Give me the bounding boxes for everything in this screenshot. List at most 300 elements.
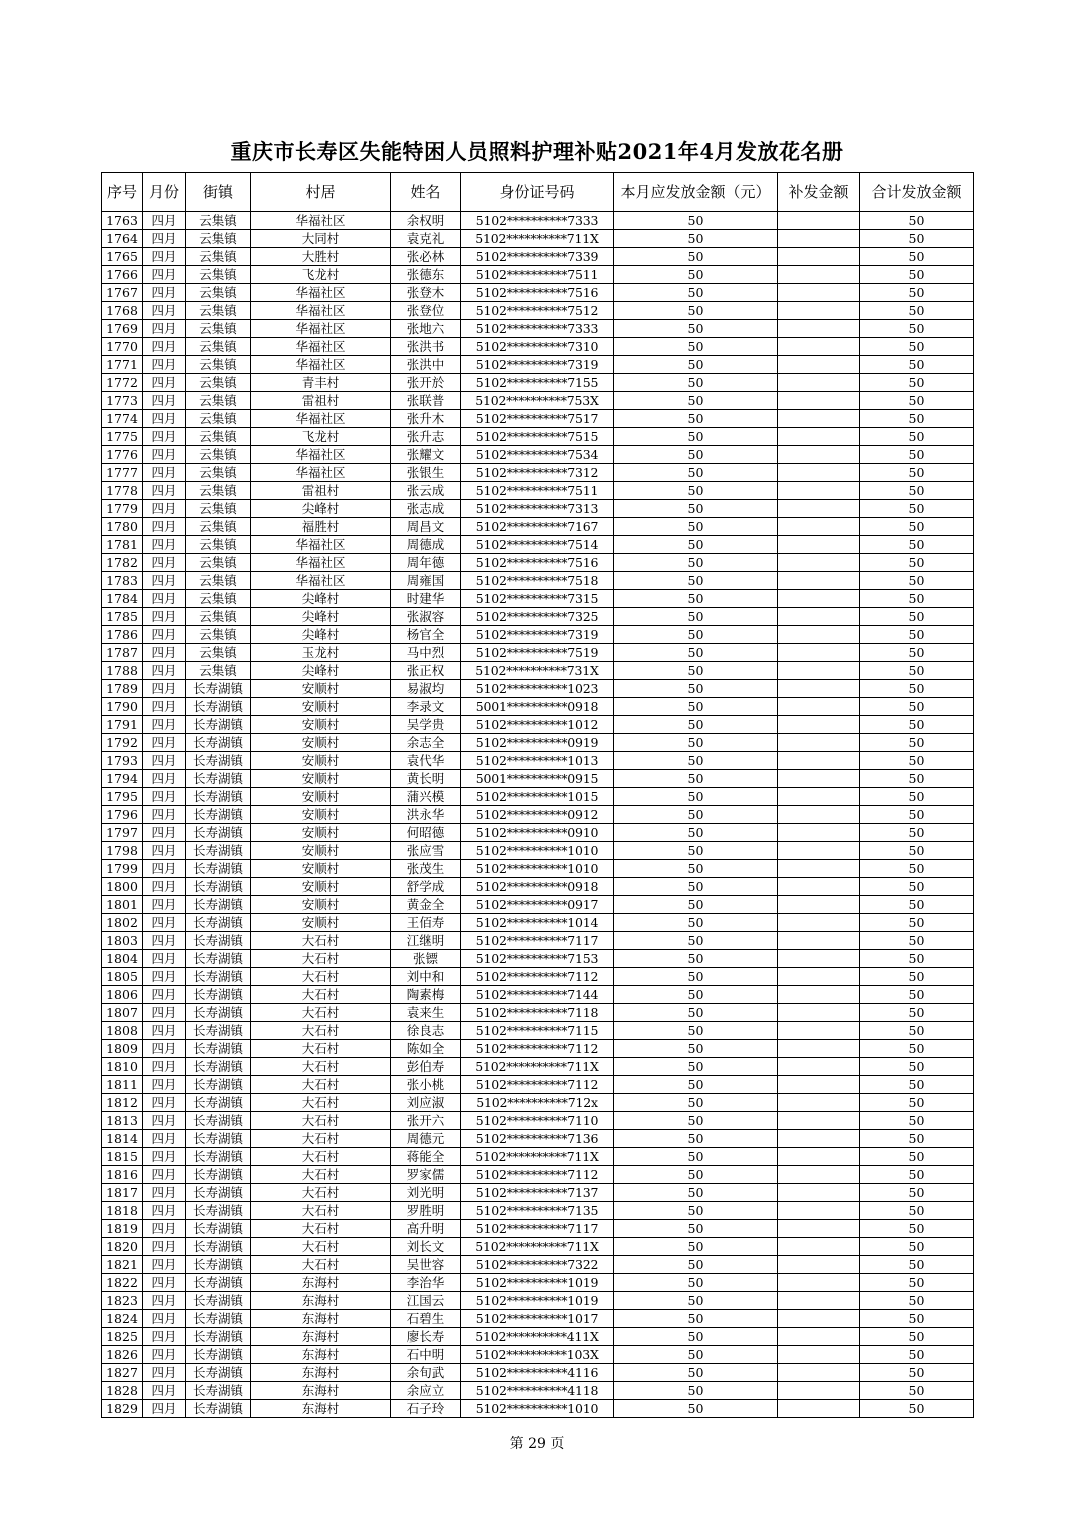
town-cell: 长寿湖镇 bbox=[186, 1292, 251, 1310]
village-cell: 东海村 bbox=[251, 1346, 391, 1364]
serial-number-cell: 1803 bbox=[102, 932, 143, 950]
table-row bbox=[102, 734, 974, 752]
total-amount-cell: 50 bbox=[860, 608, 974, 626]
town-cell: 云集镇 bbox=[186, 626, 251, 644]
name-cell: 罗胜明 bbox=[391, 1202, 461, 1220]
name-cell: 徐良志 bbox=[391, 1022, 461, 1040]
name-cell: 张联普 bbox=[391, 392, 461, 410]
town-cell: 长寿湖镇 bbox=[186, 1076, 251, 1094]
column-header: 补发金额 bbox=[778, 173, 860, 212]
table-row bbox=[102, 806, 974, 824]
id-number-cell: 5102**********7339 bbox=[461, 248, 614, 266]
total-amount-cell: 50 bbox=[860, 1094, 974, 1112]
total-amount-cell: 50 bbox=[860, 356, 974, 374]
serial-number-cell: 1778 bbox=[102, 482, 143, 500]
table-row bbox=[102, 914, 974, 932]
name-cell: 余权明 bbox=[391, 212, 461, 230]
monthly-amount-cell: 50 bbox=[614, 986, 778, 1004]
village-cell: 华福社区 bbox=[251, 536, 391, 554]
supplement-amount-cell bbox=[778, 464, 860, 482]
name-cell: 石中明 bbox=[391, 1346, 461, 1364]
monthly-amount-cell: 50 bbox=[614, 1346, 778, 1364]
column-header: 街镇 bbox=[186, 173, 251, 212]
serial-number-cell: 1790 bbox=[102, 698, 143, 716]
total-amount-cell: 50 bbox=[860, 806, 974, 824]
id-number-cell: 5102**********7315 bbox=[461, 590, 614, 608]
month-cell: 四月 bbox=[143, 212, 186, 230]
total-amount-cell: 50 bbox=[860, 500, 974, 518]
monthly-amount-cell: 50 bbox=[614, 842, 778, 860]
serial-number-cell: 1812 bbox=[102, 1094, 143, 1112]
id-number-cell: 5102**********7112 bbox=[461, 1166, 614, 1184]
table-row bbox=[102, 1328, 974, 1346]
town-cell: 云集镇 bbox=[186, 500, 251, 518]
town-cell: 长寿湖镇 bbox=[186, 932, 251, 950]
table-row bbox=[102, 464, 974, 482]
id-number-cell: 5102**********7112 bbox=[461, 968, 614, 986]
month-cell: 四月 bbox=[143, 608, 186, 626]
village-cell: 安顺村 bbox=[251, 914, 391, 932]
table-row bbox=[102, 752, 974, 770]
id-number-cell: 5102**********7312 bbox=[461, 464, 614, 482]
supplement-amount-cell bbox=[778, 608, 860, 626]
serial-number-cell: 1792 bbox=[102, 734, 143, 752]
town-cell: 长寿湖镇 bbox=[186, 698, 251, 716]
month-cell: 四月 bbox=[143, 410, 186, 428]
serial-number-cell: 1814 bbox=[102, 1130, 143, 1148]
supplement-amount-cell bbox=[778, 932, 860, 950]
town-cell: 云集镇 bbox=[186, 230, 251, 248]
total-amount-cell: 50 bbox=[860, 752, 974, 770]
table-row bbox=[102, 572, 974, 590]
village-cell: 安顺村 bbox=[251, 716, 391, 734]
month-cell: 四月 bbox=[143, 1328, 186, 1346]
town-cell: 云集镇 bbox=[186, 284, 251, 302]
total-amount-cell: 50 bbox=[860, 1382, 974, 1400]
town-cell: 长寿湖镇 bbox=[186, 788, 251, 806]
total-amount-cell: 50 bbox=[860, 680, 974, 698]
town-cell: 云集镇 bbox=[186, 644, 251, 662]
id-number-cell: 5102**********7135 bbox=[461, 1202, 614, 1220]
month-cell: 四月 bbox=[143, 752, 186, 770]
village-cell: 大石村 bbox=[251, 1040, 391, 1058]
total-amount-cell: 50 bbox=[860, 1238, 974, 1256]
monthly-amount-cell: 50 bbox=[614, 1274, 778, 1292]
serial-number-cell: 1804 bbox=[102, 950, 143, 968]
id-number-cell: 5102**********103X bbox=[461, 1346, 614, 1364]
name-cell: 吴学贵 bbox=[391, 716, 461, 734]
monthly-amount-cell: 50 bbox=[614, 1166, 778, 1184]
table-row bbox=[102, 482, 974, 500]
name-cell: 张茂生 bbox=[391, 860, 461, 878]
supplement-amount-cell bbox=[778, 1130, 860, 1148]
supplement-amount-cell bbox=[778, 1022, 860, 1040]
village-cell: 尖峰村 bbox=[251, 590, 391, 608]
total-amount-cell: 50 bbox=[860, 590, 974, 608]
total-amount-cell: 50 bbox=[860, 932, 974, 950]
serial-number-cell: 1770 bbox=[102, 338, 143, 356]
id-number-cell: 5102**********7512 bbox=[461, 302, 614, 320]
serial-number-cell: 1794 bbox=[102, 770, 143, 788]
monthly-amount-cell: 50 bbox=[614, 662, 778, 680]
month-cell: 四月 bbox=[143, 950, 186, 968]
serial-number-cell: 1769 bbox=[102, 320, 143, 338]
month-cell: 四月 bbox=[143, 464, 186, 482]
total-amount-cell: 50 bbox=[860, 1004, 974, 1022]
town-cell: 长寿湖镇 bbox=[186, 1094, 251, 1112]
monthly-amount-cell: 50 bbox=[614, 338, 778, 356]
total-amount-cell: 50 bbox=[860, 1328, 974, 1346]
table-row bbox=[102, 878, 974, 896]
serial-number-cell: 1798 bbox=[102, 842, 143, 860]
id-number-cell: 5102**********7167 bbox=[461, 518, 614, 536]
name-cell: 张淑容 bbox=[391, 608, 461, 626]
town-cell: 云集镇 bbox=[186, 608, 251, 626]
month-cell: 四月 bbox=[143, 572, 186, 590]
town-cell: 长寿湖镇 bbox=[186, 680, 251, 698]
town-cell: 长寿湖镇 bbox=[186, 914, 251, 932]
id-number-cell: 5102**********7112 bbox=[461, 1076, 614, 1094]
total-amount-cell: 50 bbox=[860, 662, 974, 680]
table-row bbox=[102, 662, 974, 680]
monthly-amount-cell: 50 bbox=[614, 554, 778, 572]
table-row bbox=[102, 824, 974, 842]
serial-number-cell: 1809 bbox=[102, 1040, 143, 1058]
supplement-amount-cell bbox=[778, 1274, 860, 1292]
monthly-amount-cell: 50 bbox=[614, 914, 778, 932]
name-cell: 张德东 bbox=[391, 266, 461, 284]
monthly-amount-cell: 50 bbox=[614, 1022, 778, 1040]
name-cell: 余旬武 bbox=[391, 1364, 461, 1382]
town-cell: 云集镇 bbox=[186, 482, 251, 500]
serial-number-cell: 1783 bbox=[102, 572, 143, 590]
column-header: 序号 bbox=[102, 173, 143, 212]
month-cell: 四月 bbox=[143, 770, 186, 788]
village-cell: 东海村 bbox=[251, 1292, 391, 1310]
id-number-cell: 5102**********7112 bbox=[461, 1040, 614, 1058]
name-cell: 张耀文 bbox=[391, 446, 461, 464]
monthly-amount-cell: 50 bbox=[614, 1400, 778, 1418]
town-cell: 云集镇 bbox=[186, 338, 251, 356]
id-number-cell: 5102**********7511 bbox=[461, 482, 614, 500]
serial-number-cell: 1806 bbox=[102, 986, 143, 1004]
village-cell: 安顺村 bbox=[251, 878, 391, 896]
village-cell: 安顺村 bbox=[251, 860, 391, 878]
town-cell: 长寿湖镇 bbox=[186, 878, 251, 896]
month-cell: 四月 bbox=[143, 1058, 186, 1076]
village-cell: 安顺村 bbox=[251, 896, 391, 914]
total-amount-cell: 50 bbox=[860, 1346, 974, 1364]
column-header: 村居 bbox=[251, 173, 391, 212]
village-cell: 安顺村 bbox=[251, 680, 391, 698]
supplement-amount-cell bbox=[778, 1310, 860, 1328]
id-number-cell: 5102**********1014 bbox=[461, 914, 614, 932]
month-cell: 四月 bbox=[143, 1022, 186, 1040]
table-row bbox=[102, 896, 974, 914]
name-cell: 刘光明 bbox=[391, 1184, 461, 1202]
monthly-amount-cell: 50 bbox=[614, 680, 778, 698]
monthly-amount-cell: 50 bbox=[614, 932, 778, 950]
table-row bbox=[102, 1400, 974, 1418]
table-row bbox=[102, 950, 974, 968]
village-cell: 华福社区 bbox=[251, 446, 391, 464]
monthly-amount-cell: 50 bbox=[614, 1202, 778, 1220]
total-amount-cell: 50 bbox=[860, 1058, 974, 1076]
supplement-amount-cell bbox=[778, 554, 860, 572]
serial-number-cell: 1799 bbox=[102, 860, 143, 878]
total-amount-cell: 50 bbox=[860, 1220, 974, 1238]
id-number-cell: 5102**********711X bbox=[461, 1148, 614, 1166]
town-cell: 云集镇 bbox=[186, 536, 251, 554]
town-cell: 云集镇 bbox=[186, 518, 251, 536]
total-amount-cell: 50 bbox=[860, 446, 974, 464]
table-row bbox=[102, 626, 974, 644]
supplement-amount-cell bbox=[778, 410, 860, 428]
total-amount-cell: 50 bbox=[860, 338, 974, 356]
supplement-amount-cell bbox=[778, 626, 860, 644]
total-amount-cell: 50 bbox=[860, 482, 974, 500]
village-cell: 东海村 bbox=[251, 1328, 391, 1346]
monthly-amount-cell: 50 bbox=[614, 302, 778, 320]
town-cell: 长寿湖镇 bbox=[186, 1058, 251, 1076]
supplement-amount-cell bbox=[778, 1364, 860, 1382]
serial-number-cell: 1820 bbox=[102, 1238, 143, 1256]
id-number-cell: 5102**********7514 bbox=[461, 536, 614, 554]
supplement-amount-cell bbox=[778, 806, 860, 824]
column-header: 合计发放金额 bbox=[860, 173, 974, 212]
town-cell: 云集镇 bbox=[186, 572, 251, 590]
id-number-cell: 5102**********7117 bbox=[461, 1220, 614, 1238]
table-row bbox=[102, 284, 974, 302]
serial-number-cell: 1821 bbox=[102, 1256, 143, 1274]
name-cell: 张开六 bbox=[391, 1112, 461, 1130]
month-cell: 四月 bbox=[143, 392, 186, 410]
supplement-amount-cell bbox=[778, 356, 860, 374]
total-amount-cell: 50 bbox=[860, 572, 974, 590]
total-amount-cell: 50 bbox=[860, 536, 974, 554]
name-cell: 袁克礼 bbox=[391, 230, 461, 248]
supplement-amount-cell bbox=[778, 212, 860, 230]
name-cell: 余志全 bbox=[391, 734, 461, 752]
supplement-amount-cell bbox=[778, 590, 860, 608]
month-cell: 四月 bbox=[143, 1166, 186, 1184]
supplement-amount-cell bbox=[778, 680, 860, 698]
table-row bbox=[102, 1004, 974, 1022]
month-cell: 四月 bbox=[143, 1184, 186, 1202]
serial-number-cell: 1779 bbox=[102, 500, 143, 518]
town-cell: 长寿湖镇 bbox=[186, 1148, 251, 1166]
table-row bbox=[102, 1346, 974, 1364]
name-cell: 彭伯寿 bbox=[391, 1058, 461, 1076]
id-number-cell: 5102**********1023 bbox=[461, 680, 614, 698]
table-row bbox=[102, 266, 974, 284]
table-row bbox=[102, 212, 974, 230]
supplement-amount-cell bbox=[778, 842, 860, 860]
table-row bbox=[102, 554, 974, 572]
id-number-cell: 5001**********0915 bbox=[461, 770, 614, 788]
name-cell: 袁来生 bbox=[391, 1004, 461, 1022]
total-amount-cell: 50 bbox=[860, 842, 974, 860]
monthly-amount-cell: 50 bbox=[614, 374, 778, 392]
serial-number-cell: 1764 bbox=[102, 230, 143, 248]
village-cell: 华福社区 bbox=[251, 356, 391, 374]
supplement-amount-cell bbox=[778, 572, 860, 590]
village-cell: 安顺村 bbox=[251, 824, 391, 842]
town-cell: 云集镇 bbox=[186, 446, 251, 464]
document-title: 重庆市长寿区失能特困人员照料护理补贴2021年4月发放花名册 bbox=[230, 139, 844, 164]
name-cell: 罗家儒 bbox=[391, 1166, 461, 1184]
name-cell: 江国云 bbox=[391, 1292, 461, 1310]
supplement-amount-cell bbox=[778, 428, 860, 446]
month-cell: 四月 bbox=[143, 896, 186, 914]
supplement-amount-cell bbox=[778, 1346, 860, 1364]
monthly-amount-cell: 50 bbox=[614, 572, 778, 590]
id-number-cell: 5001**********0918 bbox=[461, 698, 614, 716]
supplement-amount-cell bbox=[778, 644, 860, 662]
supplement-amount-cell bbox=[778, 518, 860, 536]
month-cell: 四月 bbox=[143, 878, 186, 896]
monthly-amount-cell: 50 bbox=[614, 626, 778, 644]
table-row bbox=[102, 230, 974, 248]
monthly-amount-cell: 50 bbox=[614, 806, 778, 824]
id-number-cell: 5102**********7313 bbox=[461, 500, 614, 518]
supplement-amount-cell bbox=[778, 1094, 860, 1112]
serial-number-cell: 1786 bbox=[102, 626, 143, 644]
village-cell: 尖峰村 bbox=[251, 608, 391, 626]
table-row bbox=[102, 1274, 974, 1292]
name-cell: 周雍国 bbox=[391, 572, 461, 590]
table-row bbox=[102, 1292, 974, 1310]
town-cell: 长寿湖镇 bbox=[186, 986, 251, 1004]
serial-number-cell: 1824 bbox=[102, 1310, 143, 1328]
table-row bbox=[102, 1094, 974, 1112]
id-number-cell: 5102**********1013 bbox=[461, 752, 614, 770]
id-number-cell: 5102**********711X bbox=[461, 1058, 614, 1076]
table-row bbox=[102, 446, 974, 464]
serial-number-cell: 1793 bbox=[102, 752, 143, 770]
town-cell: 长寿湖镇 bbox=[186, 716, 251, 734]
id-number-cell: 5102**********7519 bbox=[461, 644, 614, 662]
monthly-amount-cell: 50 bbox=[614, 428, 778, 446]
id-number-cell: 5102**********0919 bbox=[461, 734, 614, 752]
serial-number-cell: 1797 bbox=[102, 824, 143, 842]
table-row bbox=[102, 716, 974, 734]
village-cell: 青丰村 bbox=[251, 374, 391, 392]
monthly-amount-cell: 50 bbox=[614, 482, 778, 500]
town-cell: 长寿湖镇 bbox=[186, 1238, 251, 1256]
month-cell: 四月 bbox=[143, 1256, 186, 1274]
town-cell: 长寿湖镇 bbox=[186, 860, 251, 878]
table-row bbox=[102, 1202, 974, 1220]
table-row bbox=[102, 680, 974, 698]
village-cell: 大石村 bbox=[251, 1058, 391, 1076]
id-number-cell: 5102**********7319 bbox=[461, 356, 614, 374]
name-cell: 周德元 bbox=[391, 1130, 461, 1148]
table-row bbox=[102, 1112, 974, 1130]
name-cell: 石碧生 bbox=[391, 1310, 461, 1328]
monthly-amount-cell: 50 bbox=[614, 392, 778, 410]
table-row bbox=[102, 338, 974, 356]
table-row bbox=[102, 932, 974, 950]
name-cell: 黄长明 bbox=[391, 770, 461, 788]
table-row bbox=[102, 1148, 974, 1166]
table-body bbox=[102, 212, 974, 1418]
name-cell: 蒲兴模 bbox=[391, 788, 461, 806]
id-number-cell: 5102**********7310 bbox=[461, 338, 614, 356]
serial-number-cell: 1776 bbox=[102, 446, 143, 464]
village-cell: 东海村 bbox=[251, 1310, 391, 1328]
name-cell: 张志成 bbox=[391, 500, 461, 518]
month-cell: 四月 bbox=[143, 302, 186, 320]
name-cell: 袁代华 bbox=[391, 752, 461, 770]
supplement-amount-cell bbox=[778, 1220, 860, 1238]
id-number-cell: 5102**********4116 bbox=[461, 1364, 614, 1382]
total-amount-cell: 50 bbox=[860, 410, 974, 428]
supplement-amount-cell bbox=[778, 698, 860, 716]
village-cell: 大石村 bbox=[251, 1184, 391, 1202]
serial-number-cell: 1768 bbox=[102, 302, 143, 320]
name-cell: 杨官全 bbox=[391, 626, 461, 644]
id-number-cell: 5102**********0918 bbox=[461, 878, 614, 896]
total-amount-cell: 50 bbox=[860, 1274, 974, 1292]
id-number-cell: 5102**********7517 bbox=[461, 410, 614, 428]
village-cell: 大石村 bbox=[251, 1220, 391, 1238]
village-cell: 福胜村 bbox=[251, 518, 391, 536]
column-header: 身份证号码 bbox=[461, 173, 614, 212]
monthly-amount-cell: 50 bbox=[614, 1040, 778, 1058]
name-cell: 陶素梅 bbox=[391, 986, 461, 1004]
serial-number-cell: 1815 bbox=[102, 1148, 143, 1166]
serial-number-cell: 1796 bbox=[102, 806, 143, 824]
total-amount-cell: 50 bbox=[860, 626, 974, 644]
town-cell: 长寿湖镇 bbox=[186, 950, 251, 968]
month-cell: 四月 bbox=[143, 734, 186, 752]
name-cell: 周昌文 bbox=[391, 518, 461, 536]
serial-number-cell: 1775 bbox=[102, 428, 143, 446]
serial-number-cell: 1811 bbox=[102, 1076, 143, 1094]
total-amount-cell: 50 bbox=[860, 248, 974, 266]
town-cell: 长寿湖镇 bbox=[186, 1274, 251, 1292]
town-cell: 云集镇 bbox=[186, 212, 251, 230]
village-cell: 大石村 bbox=[251, 1076, 391, 1094]
month-cell: 四月 bbox=[143, 1202, 186, 1220]
table-row bbox=[102, 536, 974, 554]
total-amount-cell: 50 bbox=[860, 212, 974, 230]
id-number-cell: 5102**********0912 bbox=[461, 806, 614, 824]
total-amount-cell: 50 bbox=[860, 374, 974, 392]
village-cell: 玉龙村 bbox=[251, 644, 391, 662]
supplement-amount-cell bbox=[778, 752, 860, 770]
table-row bbox=[102, 1076, 974, 1094]
village-cell: 华福社区 bbox=[251, 464, 391, 482]
village-cell: 华福社区 bbox=[251, 302, 391, 320]
total-amount-cell: 50 bbox=[860, 644, 974, 662]
month-cell: 四月 bbox=[143, 446, 186, 464]
village-cell: 大胜村 bbox=[251, 248, 391, 266]
village-cell: 雷祖村 bbox=[251, 482, 391, 500]
name-cell: 黄金全 bbox=[391, 896, 461, 914]
village-cell: 飞龙村 bbox=[251, 266, 391, 284]
roster-table bbox=[101, 172, 974, 1418]
monthly-amount-cell: 50 bbox=[614, 500, 778, 518]
serial-number-cell: 1822 bbox=[102, 1274, 143, 1292]
town-cell: 云集镇 bbox=[186, 374, 251, 392]
supplement-amount-cell bbox=[778, 248, 860, 266]
name-cell: 时建华 bbox=[391, 590, 461, 608]
month-cell: 四月 bbox=[143, 1400, 186, 1418]
town-cell: 长寿湖镇 bbox=[186, 1130, 251, 1148]
month-cell: 四月 bbox=[143, 284, 186, 302]
